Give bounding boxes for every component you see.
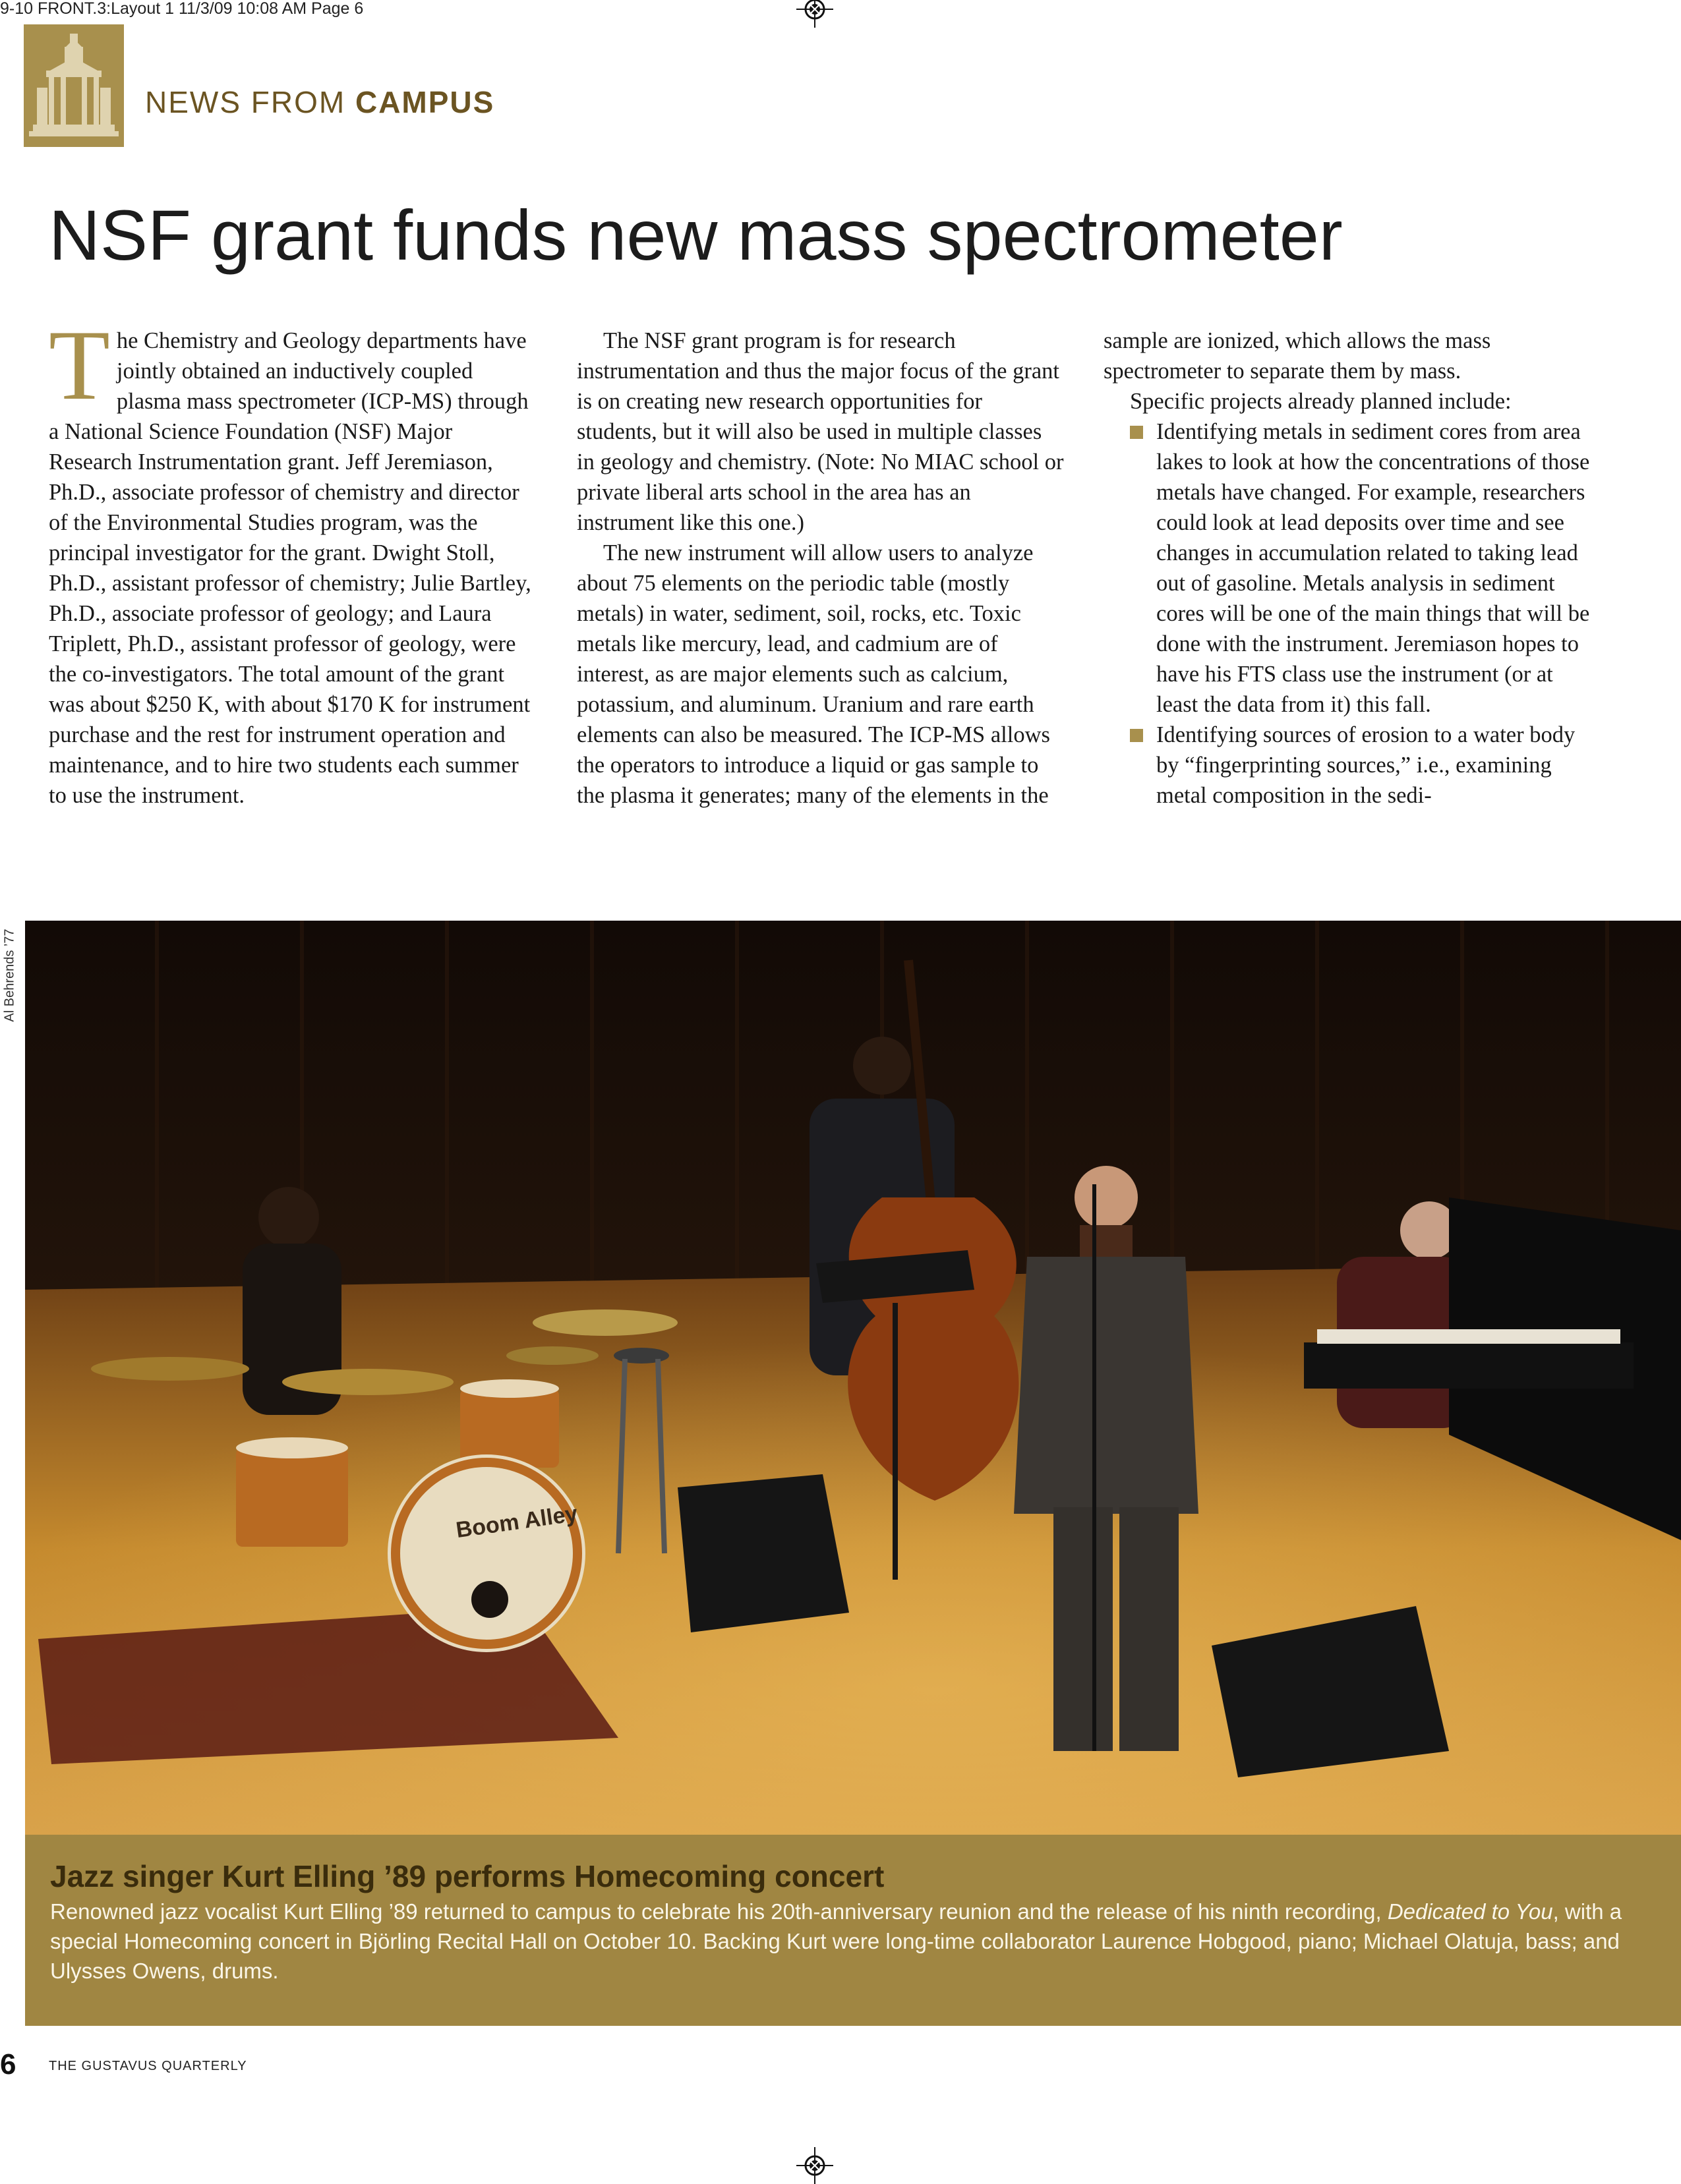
caption-body-text: Renowned jazz vocalist Kurt Elling ’89 returned to campus to celebrate his 20th-anniversary reunion and the release of his ninth recording, xyxy=(50,1899,1388,1924)
caption-body-text: , with a special Homecoming concert in Björling Recital Hall on October 10. Backing Kurt were long-time collaborator Laurence Hobgood, piano; Michael Olatuja, bass; and Ulysses Owens, drums. xyxy=(50,1899,1622,1983)
list-item-text: Identifying metals in sediment cores from area lakes to look at how the concentrations of those metals have changed. For example, researchers could look at lead deposits over time and see changes in accumulation related to taking lead out of gasoline. Metals analysis in sediment cores will be one of the main things that will be done with the instrument. Jeremiason hopes to have his FTS class use the instrument (or at least the data from it) this fall. xyxy=(1156,419,1590,717)
list-item-text: Identifying sources of erosion to a water body by “fingerprinting sources,” i.e., examining metal composition in the sedi- xyxy=(1156,722,1576,808)
registration-mark-bottom-icon xyxy=(796,2147,833,2184)
section-label-strong: CAMPUS xyxy=(355,85,495,119)
article-paragraph: sample are ionized, which allows the mass spectrometer to separate them by mass. xyxy=(1104,328,1491,384)
section-label xyxy=(145,84,494,120)
photo-caption xyxy=(25,1835,1681,2026)
campus-building-logo xyxy=(24,24,124,147)
registration-mark-top-icon xyxy=(796,0,833,28)
photo-credit-text: Al Behrends ’77 xyxy=(2,929,17,1022)
concert-photo xyxy=(25,921,1681,1835)
article-paragraph: Specific projects already planned include: xyxy=(1130,389,1512,414)
list-item xyxy=(1104,417,1591,720)
building-icon xyxy=(24,24,124,147)
article-column-2 xyxy=(577,326,1065,811)
article-paragraph: The new instrument will allow users to analyze about 75 elements on the periodic table (mostly metals) in water, sediment, soil, rocks, etc. Toxic metals like mercury, lead, and cadmium are of interest, as are major elements such as calcium, potassium, and aluminum. Uranium and rare earth elements can also be measured. The ICP-MS allows the operators to introduce a liquid or gas sample to the plasma it generates; many of the elements in the xyxy=(577,540,1050,808)
square-bullet-icon xyxy=(1130,729,1143,742)
square-bullet-icon xyxy=(1130,426,1143,439)
caption-body xyxy=(50,1897,1659,1986)
project-list xyxy=(1104,417,1591,811)
drop-cap: T xyxy=(49,310,110,420)
article-column-1 xyxy=(49,310,537,811)
album-title: Dedicated to You xyxy=(1387,1899,1553,1924)
list-item xyxy=(1104,720,1591,811)
photo-credit xyxy=(1,923,18,1028)
article-paragraph: The NSF grant program is for research instrumentation and thus the major focus of the grant is on creating new research opportunities for students, but it will also be used in multiple classes in geology and chemistry. (Note: No MIAC school or private liberal arts school in the area has an instrument like this one.) xyxy=(577,328,1064,535)
publication-name: THE GUSTAVUS QUARTERLY xyxy=(49,2059,247,2073)
concert-scene xyxy=(25,921,1681,1835)
caption-title: Jazz singer Kurt Elling ’89 performs Homecoming concert xyxy=(50,1859,885,1893)
article-headline: NSF grant funds new mass spectrometer xyxy=(49,195,1343,275)
article-column-3 xyxy=(1104,326,1591,811)
article-paragraph-text: he Chemistry and Geology departments have jointly obtained an inductively coupled plasma mass spectrometer (ICP-MS) through a National Science Foundation (NSF) Major Research Instrumentation grant. Jeff Jeremiason, Ph.D., associate professor of chemistry and director of the Environmental Studies program, was the principal investigator for the grant. Dwight Stoll, Ph.D., assistant professor of chemistry; Julie Bartley, Ph.D., associate professor of geology; and Laura Triplett, Ph.D., assistant professor of geology, were the co-investigators. The total amount of the grant was about $250 K, with about $170 K for instrument purchase and the rest for instrument operation and maintenance, and to hire two students each summer to use the instrument. xyxy=(49,328,531,808)
printer-slug: 9-10 FRONT.3:Layout 1 11/3/09 10:08 AM Page 6 xyxy=(0,0,364,18)
drum-logo-text: Boom Alley xyxy=(454,1501,579,1543)
page-number: 6 xyxy=(0,2048,16,2081)
section-label-prefix: NEWS FROM xyxy=(145,85,355,119)
article-paragraph xyxy=(49,310,537,811)
